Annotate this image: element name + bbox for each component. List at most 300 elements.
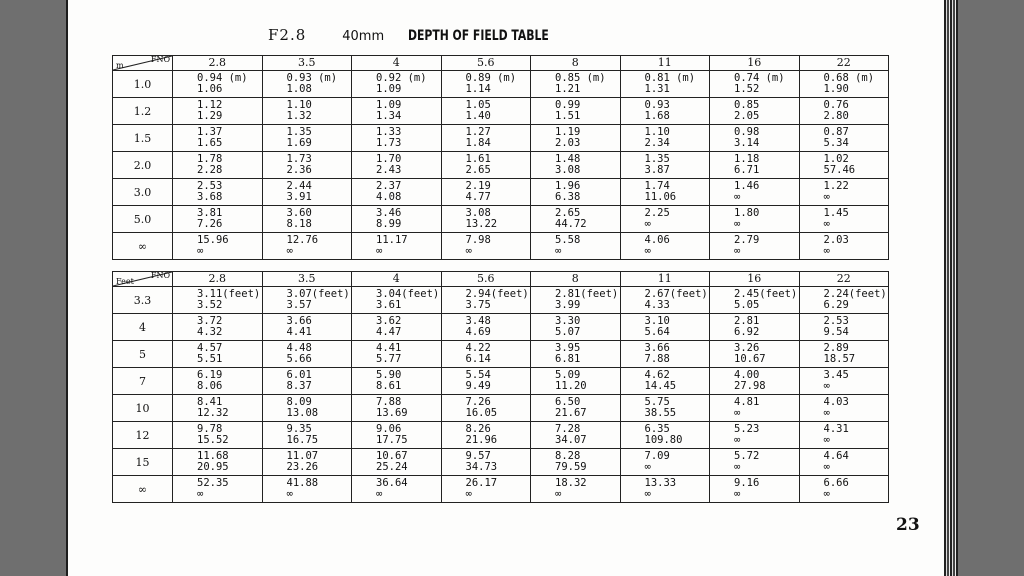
near-limit-value: 6.50 [555, 396, 581, 408]
far-limit-value: 16.75 [286, 434, 319, 446]
far-limit-value: 13.69 [376, 407, 408, 419]
near-limit-value: 1.96 [555, 180, 581, 192]
near-limit-value: 52.35 [197, 477, 229, 489]
near-limit-value: 8.26 [465, 423, 491, 435]
far-limit-value: 1.31 [644, 83, 670, 95]
dof-value-cell [799, 449, 889, 476]
near-limit-value: 1.18 [734, 153, 760, 165]
far-limit-value: 5.66 [286, 353, 312, 365]
dof-value-cell [262, 449, 352, 476]
dof-value-cell [620, 152, 710, 179]
far-limit-value: 2.28 [197, 164, 223, 176]
dof-value-cell [531, 422, 621, 449]
dof-value-cell [441, 152, 531, 179]
near-limit-value: 3.45 [823, 369, 849, 381]
dof-value-cell [173, 206, 263, 233]
far-limit-value: 2.36 [286, 164, 312, 176]
dof-value-cell [173, 125, 263, 152]
far-limit-value: 6.92 [734, 326, 760, 338]
far-limit-value: ∞ [465, 245, 472, 257]
far-limit-value: 2.05 [734, 110, 760, 122]
dof-value-cell [173, 395, 263, 422]
near-limit-value: 3.95 [555, 342, 581, 354]
far-limit-value: 5.07 [555, 326, 581, 338]
far-limit-value: 3.99 [555, 299, 581, 311]
far-limit-value: 6.81 [555, 353, 581, 365]
far-limit-value: 20.95 [197, 461, 229, 473]
distance-unit-label: Feet [116, 277, 134, 286]
focus-distance-cell: 1.5 [113, 125, 173, 152]
near-limit-value: 11.07 [286, 450, 319, 462]
far-limit-value: 23.26 [286, 461, 319, 473]
near-limit-value: 1.10 [644, 126, 670, 138]
dof-value-cell [799, 206, 889, 233]
far-limit-value: 8.99 [376, 218, 402, 230]
near-limit-value: 5.23 [734, 423, 760, 435]
near-limit-value: 2.44 [286, 180, 312, 192]
fno-header-4: 4 [352, 272, 442, 287]
dof-value-cell [531, 233, 621, 260]
dof-value-cell [620, 341, 710, 368]
dof-value-cell [262, 206, 352, 233]
far-limit-value: 3.68 [197, 191, 223, 203]
dof-value-cell [173, 476, 263, 503]
near-limit-value: 1.78 [197, 153, 223, 165]
far-limit-value: 5.51 [197, 353, 223, 365]
table-row [113, 368, 889, 395]
dof-value-cell [710, 98, 800, 125]
far-limit-value: 1.69 [286, 137, 312, 149]
far-limit-value: ∞ [734, 191, 741, 203]
near-limit-value: 1.70 [376, 153, 402, 165]
far-limit-value: ∞ [376, 488, 383, 500]
near-limit-value: 0.92 (m) [376, 72, 427, 84]
far-limit-value: 34.07 [555, 434, 587, 446]
far-limit-value: 9.49 [465, 380, 491, 392]
far-limit-value: 21.67 [555, 407, 587, 419]
far-limit-value: 25.24 [376, 461, 408, 473]
dof-value-cell [531, 179, 621, 206]
near-limit-value: 2.53 [197, 180, 223, 192]
dof-value-cell [441, 395, 531, 422]
far-limit-value: ∞ [555, 245, 562, 257]
near-limit-value: 6.35 [644, 423, 670, 435]
far-limit-value: 2.43 [376, 164, 402, 176]
near-limit-value: 1.80 [734, 207, 760, 219]
focus-distance-cell: 12 [113, 422, 173, 449]
focus-distance-cell: 5.0 [113, 206, 173, 233]
near-limit-value: 0.93 [644, 99, 670, 111]
near-limit-value: 6.01 [286, 369, 312, 381]
far-limit-value: 3.61 [376, 299, 402, 311]
near-limit-value: 9.16 [734, 477, 760, 489]
far-limit-value: ∞ [734, 407, 741, 419]
far-limit-value: 10.67 [734, 353, 766, 365]
near-limit-value: 3.72 [197, 315, 223, 327]
dof-value-cell [620, 314, 710, 341]
far-limit-value: 6.29 [823, 299, 849, 311]
dof-value-cell [620, 179, 710, 206]
dof-value-cell [262, 98, 352, 125]
far-limit-value: ∞ [197, 488, 204, 500]
far-limit-value: 6.71 [734, 164, 760, 176]
dof-value-cell [352, 152, 442, 179]
table-row [113, 233, 889, 260]
dof-value-cell [441, 368, 531, 395]
dof-value-cell [352, 206, 442, 233]
focus-distance-cell: 3.0 [113, 179, 173, 206]
dof-value-cell [620, 368, 710, 395]
near-limit-value: 1.46 [734, 180, 760, 192]
near-limit-value: 5.58 [555, 234, 581, 246]
near-limit-value: 1.35 [286, 126, 312, 138]
near-limit-value: 2.89 [823, 342, 849, 354]
near-limit-value: 9.57 [465, 450, 491, 462]
near-limit-value: 2.03 [823, 234, 849, 246]
near-limit-value: 8.41 [197, 396, 223, 408]
near-limit-value: 4.41 [376, 342, 402, 354]
focus-distance-cell: 3.3 [113, 287, 173, 314]
near-limit-value: 7.28 [555, 423, 581, 435]
fno-header-16: 16 [710, 56, 800, 71]
dof-value-cell [352, 179, 442, 206]
near-limit-value: 2.53 [823, 315, 849, 327]
near-limit-value: 5.54 [465, 369, 491, 381]
dof-value-cell [799, 341, 889, 368]
far-limit-value: 8.61 [376, 380, 402, 392]
near-limit-value: 3.81 [197, 207, 223, 219]
far-limit-value: ∞ [823, 380, 830, 392]
focus-distance-cell: 5 [113, 341, 173, 368]
near-limit-value: 3.62 [376, 315, 402, 327]
dof-value-cell [441, 314, 531, 341]
dof-value-cell [262, 476, 352, 503]
far-limit-value: ∞ [197, 245, 204, 257]
far-limit-value: 1.84 [465, 137, 491, 149]
dof-value-cell [173, 98, 263, 125]
fno-header-11: 11 [620, 272, 710, 287]
near-limit-value: 1.12 [197, 99, 223, 111]
near-limit-value: 1.33 [376, 126, 402, 138]
dof-value-cell [531, 449, 621, 476]
dof-value-cell [352, 395, 442, 422]
focal-length-label: 40mm [342, 29, 385, 44]
near-limit-value: 0.85 (m) [555, 72, 606, 84]
dof-value-cell [352, 233, 442, 260]
dof-value-cell [441, 98, 531, 125]
dof-value-cell [531, 98, 621, 125]
near-limit-value: 1.09 [376, 99, 402, 111]
dof-value-cell [173, 449, 263, 476]
near-limit-value: 0.99 [555, 99, 581, 111]
dof-value-cell [531, 395, 621, 422]
dof-value-cell [262, 314, 352, 341]
far-limit-value: 4.77 [465, 191, 491, 203]
dof-value-cell [710, 368, 800, 395]
far-limit-value: 4.69 [465, 326, 491, 338]
near-limit-value: 15.96 [197, 234, 229, 246]
page-edge-right [944, 0, 958, 576]
near-limit-value: 0.76 [823, 99, 849, 111]
far-limit-value: 2.80 [823, 110, 849, 122]
page-number: 23 [896, 515, 920, 535]
far-limit-value: ∞ [644, 461, 651, 473]
dof-value-cell [710, 395, 800, 422]
near-limit-value: 1.22 [823, 180, 849, 192]
lens-aperture-label: F2.8 [268, 26, 307, 44]
far-limit-value: 2.03 [555, 137, 581, 149]
dof-value-cell [352, 449, 442, 476]
far-limit-value: ∞ [376, 245, 383, 257]
dof-value-cell [531, 125, 621, 152]
far-limit-value: 1.08 [286, 83, 312, 95]
far-limit-value: ∞ [734, 488, 741, 500]
fno-header-8: 8 [531, 272, 621, 287]
near-limit-value: 3.48 [465, 315, 491, 327]
near-limit-value: 11.17 [376, 234, 408, 246]
fno-header-11: 11 [620, 56, 710, 71]
table-row [113, 179, 889, 206]
dof-value-cell [799, 71, 889, 98]
fno-header-3-5: 3.5 [262, 272, 352, 287]
far-limit-value: 4.32 [197, 326, 223, 338]
dof-value-cell [173, 341, 263, 368]
focus-distance-cell: 10 [113, 395, 173, 422]
far-limit-value: 9.54 [823, 326, 849, 338]
far-limit-value: 7.26 [197, 218, 223, 230]
dof-value-cell [352, 341, 442, 368]
table-row [113, 449, 889, 476]
far-limit-value: 3.91 [286, 191, 312, 203]
far-limit-value: ∞ [644, 488, 651, 500]
dof-value-cell [441, 71, 531, 98]
far-limit-value: 1.34 [376, 110, 402, 122]
near-limit-value: 7.26 [465, 396, 491, 408]
far-limit-value: 7.88 [644, 353, 670, 365]
dof-value-cell [799, 179, 889, 206]
near-limit-value: 1.05 [465, 99, 491, 111]
near-limit-value: 8.28 [555, 450, 581, 462]
far-limit-value: 27.98 [734, 380, 766, 392]
far-limit-value: 1.06 [197, 83, 223, 95]
fno-header-16: 16 [710, 272, 800, 287]
far-limit-value: 14.45 [644, 380, 677, 392]
dof-value-cell [799, 125, 889, 152]
far-limit-value: 11.06 [644, 191, 677, 203]
focus-distance-cell: 15 [113, 449, 173, 476]
dof-value-cell [531, 206, 621, 233]
table-title: DEPTH OF FIELD TABLE [408, 28, 549, 44]
dof-value-cell [531, 368, 621, 395]
far-limit-value: 3.52 [197, 299, 223, 311]
far-limit-value: ∞ [823, 434, 830, 446]
near-limit-value: 10.67 [376, 450, 408, 462]
dof-value-cell [799, 314, 889, 341]
far-limit-value: 4.41 [286, 326, 312, 338]
dof-value-cell [710, 422, 800, 449]
dof-value-cell [710, 179, 800, 206]
dof-value-cell [262, 368, 352, 395]
near-limit-value: 2.65 [555, 207, 581, 219]
near-limit-value: 6.19 [197, 369, 223, 381]
far-limit-value: 57.46 [823, 164, 856, 176]
dof-value-cell [799, 476, 889, 503]
near-limit-value: 3.46 [376, 207, 402, 219]
far-limit-value: ∞ [823, 488, 830, 500]
dof-value-cell [173, 152, 263, 179]
focus-distance-cell: 1.2 [113, 98, 173, 125]
near-limit-value: 4.81 [734, 396, 760, 408]
dof-value-cell [710, 341, 800, 368]
near-limit-value: 0.74 (m) [734, 72, 785, 84]
dof-value-cell [262, 341, 352, 368]
far-limit-value: ∞ [734, 461, 741, 473]
near-limit-value: 7.98 [465, 234, 491, 246]
near-limit-value: 0.98 [734, 126, 760, 138]
dof-value-cell [799, 98, 889, 125]
fno-header-4: 4 [352, 56, 442, 71]
far-limit-value: ∞ [823, 245, 830, 257]
near-limit-value: 1.48 [555, 153, 581, 165]
dof-value-cell [262, 395, 352, 422]
table-row [113, 125, 889, 152]
dof-value-cell [710, 206, 800, 233]
near-limit-value: 1.45 [823, 207, 849, 219]
near-limit-value: 0.89 (m) [465, 72, 517, 84]
feet-corner-cell [113, 272, 173, 287]
table-row [113, 152, 889, 179]
far-limit-value: 3.87 [644, 164, 670, 176]
far-limit-value: 79.59 [555, 461, 587, 473]
near-limit-value: 4.31 [823, 423, 849, 435]
focus-distance-cell: ∞ [113, 476, 173, 503]
far-limit-value: 12.32 [197, 407, 229, 419]
near-limit-value: 1.27 [465, 126, 491, 138]
near-limit-value: 0.93 (m) [286, 72, 338, 84]
far-limit-value: 6.14 [465, 353, 491, 365]
near-limit-value: 1.37 [197, 126, 223, 138]
dof-value-cell [799, 395, 889, 422]
feet-header-row [113, 272, 889, 287]
near-limit-value: 2.25 [644, 207, 670, 219]
near-limit-value: 2.24(feet) [823, 288, 887, 300]
table-row [113, 98, 889, 125]
dof-value-cell [710, 71, 800, 98]
near-limit-value: 2.79 [734, 234, 760, 246]
dof-value-cell [620, 98, 710, 125]
far-limit-value: 1.29 [197, 110, 223, 122]
focus-distance-cell: 1.0 [113, 71, 173, 98]
near-limit-value: 2.81 [734, 315, 760, 327]
dof-value-cell [352, 287, 442, 314]
dof-value-cell [620, 206, 710, 233]
distance-unit-label: m [116, 61, 124, 70]
far-limit-value: 5.05 [734, 299, 760, 311]
far-limit-value: 15.52 [197, 434, 229, 446]
far-limit-value: 5.34 [823, 137, 849, 149]
dof-value-cell [620, 233, 710, 260]
dof-value-cell [441, 233, 531, 260]
dof-value-cell [352, 314, 442, 341]
far-limit-value: 3.57 [286, 299, 312, 311]
dof-value-cell [710, 449, 800, 476]
far-limit-value: 1.68 [644, 110, 670, 122]
near-limit-value: 4.22 [465, 342, 491, 354]
far-limit-value: 17.75 [376, 434, 408, 446]
fno-header-5-6: 5.6 [441, 272, 531, 287]
near-limit-value: 0.68 (m) [823, 72, 875, 84]
dof-value-cell [441, 179, 531, 206]
far-limit-value: 11.20 [555, 380, 587, 392]
near-limit-value: 4.00 [734, 369, 760, 381]
table-row [113, 287, 889, 314]
dof-value-cell [352, 125, 442, 152]
near-limit-value: 3.66 [644, 342, 670, 354]
fno-header-2-8: 2.8 [173, 272, 263, 287]
dof-value-cell [799, 368, 889, 395]
near-limit-value: 26.17 [465, 477, 498, 489]
table-row [113, 206, 889, 233]
far-limit-value: 34.73 [465, 461, 498, 473]
near-limit-value: 0.94 (m) [197, 72, 248, 84]
far-limit-value: 38.55 [644, 407, 677, 419]
dof-value-cell [620, 71, 710, 98]
far-limit-value: 4.47 [376, 326, 402, 338]
dof-value-cell [531, 476, 621, 503]
dof-value-cell [173, 71, 263, 98]
far-limit-value: 1.09 [376, 83, 402, 95]
metric-corner-cell [113, 56, 173, 71]
near-limit-value: 3.30 [555, 315, 581, 327]
dof-value-cell [352, 368, 442, 395]
dof-value-cell [620, 449, 710, 476]
fno-header-22: 22 [799, 56, 889, 71]
far-limit-value: 1.51 [555, 110, 581, 122]
near-limit-value: 3.11(feet) [197, 288, 261, 300]
fno-label: FNO [150, 55, 170, 64]
focus-distance-cell: ∞ [113, 233, 173, 260]
dof-value-cell [352, 422, 442, 449]
far-limit-value: 13.22 [465, 218, 498, 230]
far-limit-value: ∞ [823, 218, 830, 230]
dof-value-cell [441, 476, 531, 503]
dof-value-cell [799, 287, 889, 314]
dof-value-cell [799, 233, 889, 260]
far-limit-value: 2.65 [465, 164, 491, 176]
near-limit-value: 4.64 [823, 450, 849, 462]
far-limit-value: 16.05 [465, 407, 498, 419]
far-limit-value: ∞ [286, 245, 293, 257]
dof-value-cell [799, 152, 889, 179]
dof-value-cell [173, 368, 263, 395]
near-limit-value: 0.87 [823, 126, 849, 138]
far-limit-value: 1.21 [555, 83, 581, 95]
dof-value-cell [620, 476, 710, 503]
dof-value-cell [173, 287, 263, 314]
dof-value-cell [262, 233, 352, 260]
dof-value-cell [441, 341, 531, 368]
far-limit-value: ∞ [644, 245, 651, 257]
near-limit-value: 12.76 [286, 234, 319, 246]
dof-value-cell [531, 152, 621, 179]
near-limit-value: 3.66 [286, 315, 312, 327]
far-limit-value: ∞ [555, 488, 562, 500]
near-limit-value: 2.37 [376, 180, 402, 192]
far-limit-value: 1.32 [286, 110, 312, 122]
feet-dof-table [112, 271, 889, 503]
far-limit-value: 4.33 [644, 299, 670, 311]
far-limit-value: 4.08 [376, 191, 402, 203]
